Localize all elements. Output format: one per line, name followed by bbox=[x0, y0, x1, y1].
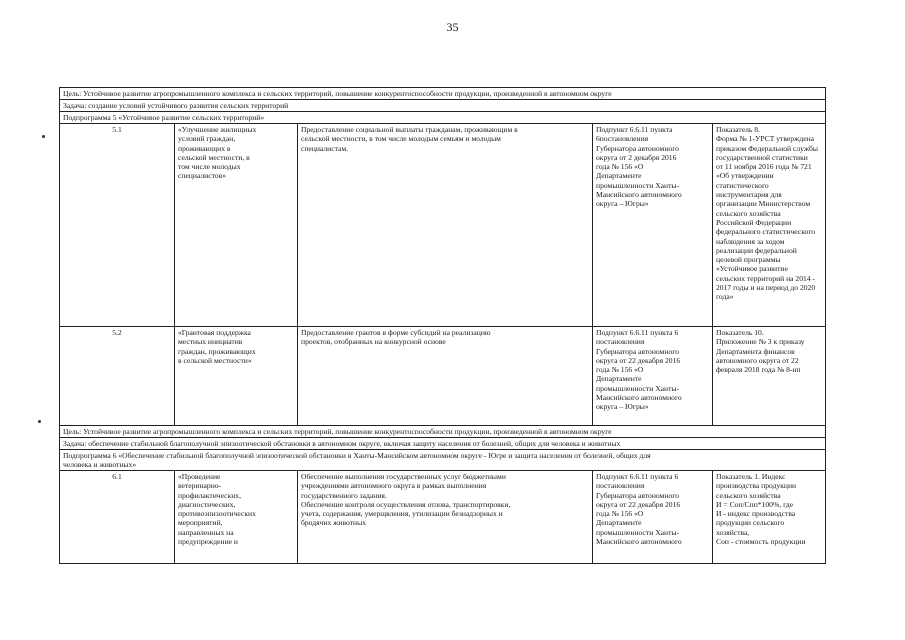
table-row bbox=[60, 124, 826, 327]
row-number: 6.1 bbox=[60, 471, 175, 564]
measure-content: Обеспечение выполнения государственных услуг бюджетными учреждениями автономного округа в рамках выполнения государственного задания. Обеспечение контроля осуществления отлова, транспортировки, учета, содержания, умерщвления, утилизации безнадзорных и бродячих животных bbox=[298, 471, 593, 564]
measure-content: Предоставление социальной выплаты гражданам, проживающим в сельской местности, в том числе молодым семьям и молодым специалистам. bbox=[298, 124, 593, 327]
measure-name: «Грантовая поддержка местных инициатив граждан, проживающих в сельской местности» bbox=[175, 327, 298, 426]
table-row bbox=[60, 471, 826, 564]
scan-speck bbox=[42, 135, 45, 138]
legal-basis: Подпункт 6.6.11 пункта 6 постановления Губернатора автономного округа от 22 декабря 2016 года № 156 «О Департаменте промышленности Ханты- Мансийского автономного bbox=[593, 471, 713, 564]
subprogram-title: Подпрограмма 5 «Устойчивое развитие сельских территорий» bbox=[60, 112, 826, 124]
goal-row bbox=[60, 426, 826, 438]
goal-text: Цель: Устойчивое развитие агропромышленного комплекса и сельских территорий, повышение конкурентоспособности продукции, произведенной в автономном округе bbox=[60, 426, 826, 438]
indicator-description: Показатель 8. Форма № 1-УРСТ утверждена приказом Федеральной службы государственной статистики от 11 ноября 2016 года № 721 «Об утверждении статистического инструментария для организации Министерством сельского хозяйства Российской Федерации федерального статистического наблюдения за ходом реализации федеральной целевой программы «Устойчивое развитие сельских территорий на 2014 - 2017 годы и на период до 2020 года» bbox=[713, 124, 826, 327]
program-table bbox=[59, 87, 826, 564]
task-text: Задача: обеспечение стабильной благополучной эпизоотической обстановки в автономном округе, включая защиту населения от болезней, общих для человека и животных bbox=[60, 438, 826, 450]
page-number: 35 bbox=[446, 20, 459, 34]
measure-content: Предоставление грантов в форме субсидий на реализацию проектов, отобранных на конкурсной основе bbox=[298, 327, 593, 426]
row-number: 5.2 bbox=[60, 327, 175, 426]
task-text: Задача: создание условий устойчивого развития сельских территорий bbox=[60, 100, 826, 112]
indicator-description: Показатель 1. Индекс производства продукции сельского хозяйства И = Соп/Спп*100%, где И - индекс производства продукции сельского хозяйства, Соп - стоимость продукции bbox=[713, 471, 826, 564]
measure-name: «Проведение ветеринарно- профилактических, диагностических, противоэпизоотических мероприятий, направленных на предупреждение и bbox=[175, 471, 298, 564]
measure-name: «Улучшение жилищных условий граждан, проживающих в сельской местности, в том числе молодых специалистов» bbox=[175, 124, 298, 327]
scan-speck bbox=[38, 420, 41, 423]
subprogram-row bbox=[60, 112, 826, 124]
goal-row bbox=[60, 88, 826, 100]
row-number: 5.1 bbox=[60, 124, 175, 327]
indicator-description: Показатель 10. Приложение № 3 к приказу Департамента финансов автономного округа от 22 февраля 2018 года № 8-нп bbox=[713, 327, 826, 426]
table-row bbox=[60, 327, 826, 426]
legal-basis: Подпункт 6.6.11 пункта 6постановления Губернатора автономного округа от 2 декабря 2016 года № 156 «О Департаменте промышленности Ханты- Мансийского автономного округа – Югры» bbox=[593, 124, 713, 327]
task-row bbox=[60, 100, 826, 112]
goal-text: Цель: Устойчивое развитие агропромышленного комплекса и сельских территорий, повышение конкурентоспособности продукции, произведенной в автономном округе bbox=[60, 88, 826, 100]
legal-basis: Подпункт 6.6.11 пункта 6 постановления Губернатора автономного округа от 22 декабря 2016 года № 156 «О Департаменте промышленности Ханты- Мансийского автономного округа – Югры» bbox=[593, 327, 713, 426]
subprogram-row bbox=[60, 450, 826, 471]
task-row bbox=[60, 438, 826, 450]
subprogram-title: Подпрограмма 6 «Обеспечение стабильной благополучной эпизоотической обстановки в Ханты-Мансийском автономном округе - Югре и защита населения от болезней, общих для человека и животных» bbox=[60, 450, 826, 471]
